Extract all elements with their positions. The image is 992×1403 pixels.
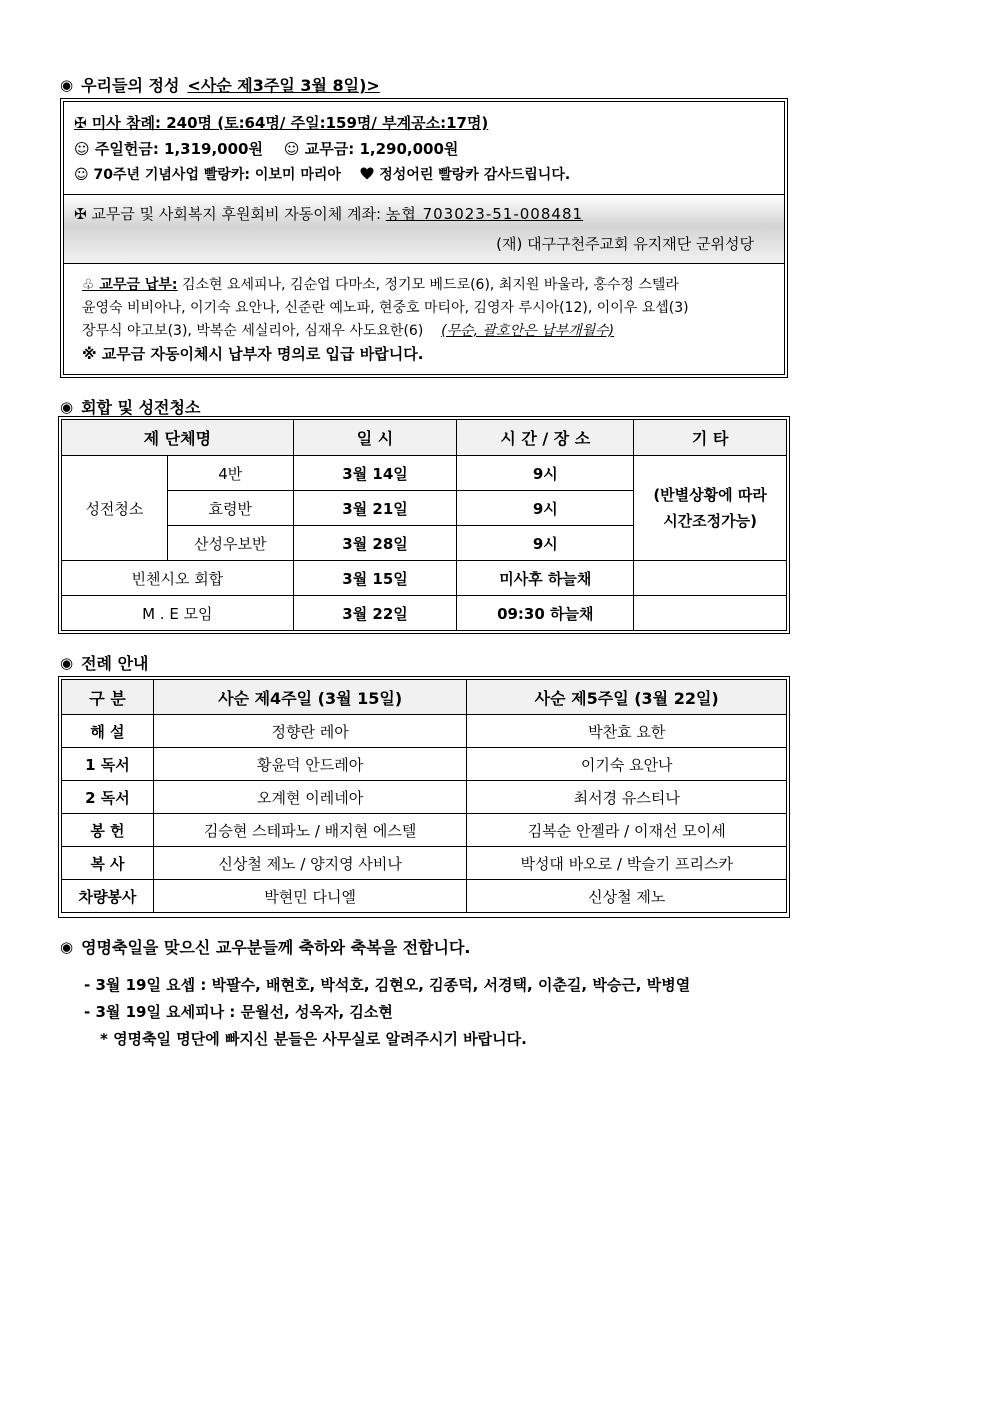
bank-account-band: [64, 194, 784, 264]
date-cell: 3월 22일: [293, 596, 457, 631]
liturgy-table: [61, 679, 787, 913]
offering-date: <사순 제3주일 3월 8일)>: [187, 76, 380, 95]
dues-line-1: 김소현 요세피나, 김순업 다마소, 정기모 베드로(6), 최지원 바울라, 홍수정 스텔라: [181, 277, 679, 293]
header-week4: 사순 제4주일 (3월 15일): [153, 680, 467, 715]
table-row: [62, 715, 787, 748]
bullet-icon: ◉: [60, 653, 74, 672]
meetings-table: [61, 419, 787, 631]
bullet-icon: ◉: [60, 937, 74, 956]
cleaning-note: [634, 456, 787, 561]
week5-cell: 이기숙 요안나: [467, 748, 787, 781]
table-row: [62, 456, 787, 491]
note-cell: [634, 596, 787, 631]
dues-note: (무순, 괄호안은 납부개월수): [441, 323, 615, 339]
week4-cell: 박현민 다니엘: [153, 880, 467, 913]
week4-cell: 정향란 레아: [153, 715, 467, 748]
role-cell: 복 사: [62, 847, 154, 880]
meetings-section-title: [60, 395, 200, 418]
table-header-row: [62, 680, 787, 715]
table-row: [62, 814, 787, 847]
cleaning-note-line-1: (반별상황에 따라: [653, 486, 767, 504]
dues-label: ♧ 교무금 납부:: [82, 277, 178, 293]
date-cell: 3월 14일: [293, 456, 457, 491]
dues-row-3: [82, 320, 774, 343]
bank-holder: (재) 대구구천주교회 유지재단 군위성당: [496, 235, 754, 253]
cleaning-note-line-2: 시간조정가능): [663, 512, 757, 530]
header-group: 제 단체명: [62, 420, 294, 456]
time-cell: 미사후 하늘채: [457, 561, 634, 596]
bullet-icon: ◉: [60, 75, 74, 94]
bank-account-line: [74, 203, 583, 224]
week5-cell: 최서경 유스티나: [467, 781, 787, 814]
anniversary-prefix: ☺ 70주년 기념사업 빨랑카: 이보미 마리아: [74, 167, 341, 183]
dues-list: [82, 274, 774, 366]
week5-cell: 신상철 제노: [467, 880, 787, 913]
role-cell: 차량봉사: [62, 880, 154, 913]
week4-cell: 신상철 제노 / 양지영 사비나: [153, 847, 467, 880]
group-cell: M . E 모임: [62, 596, 294, 631]
feast-section-title: [60, 935, 471, 958]
list-item: - 3월 19일 요세피나 : 문월선, 성옥자, 김소현: [84, 1003, 393, 1021]
group-cell: 효령반: [167, 491, 293, 526]
week5-cell: 박성대 바오로 / 박슬기 프리스카: [467, 847, 787, 880]
note-cell: [634, 561, 787, 596]
week4-cell: 오계현 이레네아: [153, 781, 467, 814]
sunday-collection: ☺ 주일헌금: 1,319,000원: [74, 140, 263, 158]
role-cell: 봉 헌: [62, 814, 154, 847]
cleaning-label: 성전청소: [62, 456, 168, 561]
list-item: - 3월 19일 요셉 : 박팔수, 배현호, 박석호, 김현오, 김종덕, 서경택, 이춘길, 박승근, 박병열: [84, 976, 691, 994]
bank-label: ✠ 교무금 및 사회복지 후원회비 자동이체 계좌:: [74, 205, 382, 223]
time-cell: 9시: [457, 526, 634, 561]
role-cell: 1 독서: [62, 748, 154, 781]
header-date: 일 시: [293, 420, 457, 456]
table-row: [62, 561, 787, 596]
time-cell: 9시: [457, 491, 634, 526]
offering-inner: [63, 101, 785, 375]
week4-cell: 황윤덕 안드레아: [153, 748, 467, 781]
role-cell: 2 독서: [62, 781, 154, 814]
liturgy-title: 전례 안내: [81, 654, 149, 673]
table-row: [62, 748, 787, 781]
week5-cell: 김복순 안젤라 / 이재선 모이세: [467, 814, 787, 847]
liturgy-section-title: [60, 651, 149, 674]
date-cell: 3월 21일: [293, 491, 457, 526]
group-cell: 빈첸시오 회합: [62, 561, 294, 596]
header-note: 기 타: [634, 420, 787, 456]
feast-title: 영명축일을 맞으신 교우분들께 축하와 축복을 전합니다.: [81, 938, 471, 957]
table-row: [62, 596, 787, 631]
time-cell: 09:30 하늘채: [457, 596, 634, 631]
table-header-row: [62, 420, 787, 456]
header-week5: 사순 제5주일 (3월 22일): [467, 680, 787, 715]
meetings-title: 회합 및 성전청소: [81, 398, 201, 417]
table-row: [62, 880, 787, 913]
date-cell: 3월 28일: [293, 526, 457, 561]
role-cell: 해 설: [62, 715, 154, 748]
offering-box: [60, 98, 788, 378]
anniversary-thanks: 정성어린 빨랑카 감사드립니다.: [379, 167, 571, 183]
time-cell: 9시: [457, 456, 634, 491]
group-cell: 4반: [167, 456, 293, 491]
feast-note: * 영명축일 명단에 빠지신 분들은 사무실로 알려주시기 바랍니다.: [100, 1030, 527, 1048]
header-time: 시 간 / 장 소: [457, 420, 634, 456]
header-role: 구 분: [62, 680, 154, 715]
offering-section-title: [60, 73, 380, 96]
week4-cell: 김승현 스테파노 / 배지현 에스텔: [153, 814, 467, 847]
table-row: [62, 781, 787, 814]
table-row: [62, 847, 787, 880]
week5-cell: 박찬효 요한: [467, 715, 787, 748]
dues-row-2: 윤영숙 비비아나, 이기숙 요안나, 신준란 예노파, 현중호 마티아, 김영자 루시아(12), 이이우 요셉(3): [82, 300, 689, 316]
dues-remark: ※ 교무금 자동이체시 납부자 명의로 입급 바랍니다.: [82, 345, 424, 363]
bank-account: 농협 703023-51-008481: [385, 205, 584, 223]
group-cell: 산성우보반: [167, 526, 293, 561]
bullet-icon: ◉: [60, 397, 74, 416]
collection-line: [74, 138, 458, 159]
dues-total: ☺ 교무금: 1,290,000원: [283, 140, 459, 158]
offering-title: 우리들의 정성: [81, 76, 180, 95]
attendance-line: ✠ 미사 참례: 240명 (토:64명/ 주일:159명/ 부계공소:17명): [74, 114, 489, 132]
feast-list: [84, 972, 690, 1026]
date-cell: 3월 15일: [293, 561, 457, 596]
dues-line-3: 장무식 야고보(3), 박복순 세실리아, 심재우 사도요한(6): [82, 323, 424, 339]
heart-icon: [360, 167, 379, 183]
anniversary-line: [74, 164, 570, 184]
dues-row-1: [82, 274, 774, 297]
